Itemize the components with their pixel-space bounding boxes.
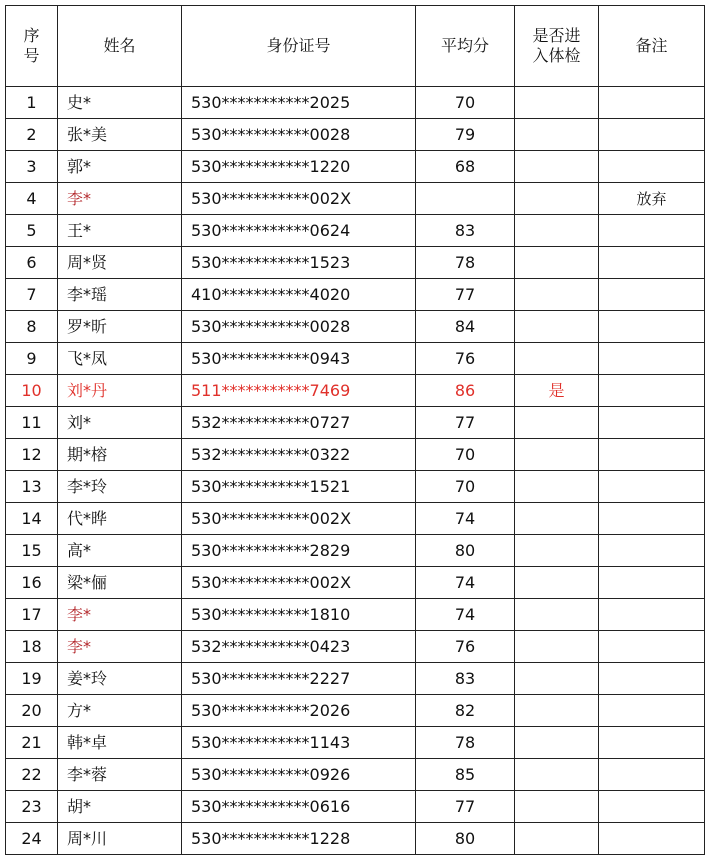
- seq-cell: 11: [6, 407, 58, 439]
- table-row: [6, 631, 705, 663]
- header-exam-line2: 入体检: [532, 46, 581, 65]
- table-row: [6, 439, 705, 471]
- id-number-cell: 530***********0616: [182, 791, 416, 823]
- physical-exam-cell: [515, 471, 599, 503]
- average-score-cell: 70: [416, 471, 515, 503]
- header-seq: [6, 6, 58, 87]
- id-number-cell: 530***********1523: [182, 247, 416, 279]
- name-cell: 李*蓉: [58, 759, 182, 791]
- physical-exam-cell: 是: [515, 375, 599, 407]
- id-number-cell: 530***********0943: [182, 343, 416, 375]
- seq-cell: 8: [6, 311, 58, 343]
- id-number-cell: 530***********2026: [182, 695, 416, 727]
- average-score-cell: 82: [416, 695, 515, 727]
- note-cell: [599, 87, 705, 119]
- header-avg: 平均分: [416, 6, 515, 87]
- name-cell: 胡*: [58, 791, 182, 823]
- seq-cell: 5: [6, 215, 58, 247]
- seq-cell: 22: [6, 759, 58, 791]
- results-table: [5, 5, 705, 855]
- id-number-cell: 530***********1228: [182, 823, 416, 855]
- name-cell: 史*: [58, 87, 182, 119]
- average-score-cell: 76: [416, 631, 515, 663]
- physical-exam-cell: [515, 503, 599, 535]
- physical-exam-cell: [515, 183, 599, 215]
- name-cell: 飞*凤: [58, 343, 182, 375]
- table-row: [6, 503, 705, 535]
- id-number-cell: 532***********0727: [182, 407, 416, 439]
- table-row: [6, 663, 705, 695]
- seq-cell: 24: [6, 823, 58, 855]
- id-number-cell: 530***********1220: [182, 151, 416, 183]
- table-row: [6, 407, 705, 439]
- physical-exam-cell: [515, 311, 599, 343]
- note-cell: [599, 311, 705, 343]
- id-number-cell: 530***********0028: [182, 119, 416, 151]
- seq-cell: 16: [6, 567, 58, 599]
- table-body: [6, 87, 705, 855]
- note-cell: [599, 279, 705, 311]
- table-row: [6, 247, 705, 279]
- physical-exam-cell: [515, 407, 599, 439]
- table-row: [6, 567, 705, 599]
- physical-exam-cell: [515, 823, 599, 855]
- average-score-cell: 74: [416, 503, 515, 535]
- average-score-cell: 76: [416, 343, 515, 375]
- average-score-cell: 78: [416, 727, 515, 759]
- id-number-cell: 530***********2025: [182, 87, 416, 119]
- physical-exam-cell: [515, 535, 599, 567]
- physical-exam-cell: [515, 215, 599, 247]
- table-row: [6, 343, 705, 375]
- table-row: [6, 87, 705, 119]
- table-row: [6, 823, 705, 855]
- note-cell: [599, 247, 705, 279]
- average-score-cell: 85: [416, 759, 515, 791]
- name-cell: 张*美: [58, 119, 182, 151]
- name-cell: 李*瑶: [58, 279, 182, 311]
- average-score-cell: 79: [416, 119, 515, 151]
- header-id: 身份证号: [182, 6, 416, 87]
- physical-exam-cell: [515, 791, 599, 823]
- physical-exam-cell: [515, 567, 599, 599]
- note-cell: [599, 503, 705, 535]
- note-cell: [599, 727, 705, 759]
- table-row: [6, 471, 705, 503]
- note-cell: [599, 599, 705, 631]
- seq-cell: 21: [6, 727, 58, 759]
- seq-cell: 4: [6, 183, 58, 215]
- seq-cell: 17: [6, 599, 58, 631]
- id-number-cell: 530***********2227: [182, 663, 416, 695]
- seq-cell: 15: [6, 535, 58, 567]
- id-number-cell: 530***********1143: [182, 727, 416, 759]
- table-row: [6, 375, 705, 407]
- average-score-cell: 77: [416, 407, 515, 439]
- physical-exam-cell: [515, 439, 599, 471]
- id-number-cell: 511***********7469: [182, 375, 416, 407]
- note-cell: [599, 823, 705, 855]
- id-number-cell: 530***********1521: [182, 471, 416, 503]
- name-cell: 罗*昕: [58, 311, 182, 343]
- name-cell: 姜*玲: [58, 663, 182, 695]
- note-cell: [599, 407, 705, 439]
- table-row: [6, 215, 705, 247]
- id-number-cell: 530***********0624: [182, 215, 416, 247]
- name-cell: 李*玲: [58, 471, 182, 503]
- physical-exam-cell: [515, 119, 599, 151]
- table-row: [6, 183, 705, 215]
- name-cell: 梁*俪: [58, 567, 182, 599]
- name-cell: 王*: [58, 215, 182, 247]
- name-cell: 代*晔: [58, 503, 182, 535]
- seq-cell: 23: [6, 791, 58, 823]
- table-row: [6, 695, 705, 727]
- id-number-cell: 530***********002X: [182, 503, 416, 535]
- table-row: [6, 311, 705, 343]
- table-row: [6, 279, 705, 311]
- id-number-cell: 530***********002X: [182, 183, 416, 215]
- physical-exam-cell: [515, 727, 599, 759]
- note-cell: [599, 695, 705, 727]
- physical-exam-cell: [515, 87, 599, 119]
- average-score-cell: 74: [416, 599, 515, 631]
- seq-cell: 2: [6, 119, 58, 151]
- table-row: [6, 759, 705, 791]
- average-score-cell: 83: [416, 215, 515, 247]
- note-cell: [599, 791, 705, 823]
- seq-cell: 13: [6, 471, 58, 503]
- table-row: [6, 119, 705, 151]
- name-cell: 李*: [58, 631, 182, 663]
- id-number-cell: 530***********0028: [182, 311, 416, 343]
- physical-exam-cell: [515, 631, 599, 663]
- physical-exam-cell: [515, 247, 599, 279]
- name-cell: 高*: [58, 535, 182, 567]
- seq-cell: 12: [6, 439, 58, 471]
- average-score-cell: 68: [416, 151, 515, 183]
- average-score-cell: 77: [416, 791, 515, 823]
- header-row: [6, 6, 705, 87]
- id-number-cell: 530***********2829: [182, 535, 416, 567]
- name-cell: 刘*: [58, 407, 182, 439]
- id-number-cell: 532***********0423: [182, 631, 416, 663]
- note-cell: [599, 631, 705, 663]
- average-score-cell: [416, 183, 515, 215]
- id-number-cell: 532***********0322: [182, 439, 416, 471]
- note-cell: [599, 151, 705, 183]
- table-row: [6, 727, 705, 759]
- id-number-cell: 530***********1810: [182, 599, 416, 631]
- name-cell: 期*榕: [58, 439, 182, 471]
- physical-exam-cell: [515, 151, 599, 183]
- note-cell: [599, 471, 705, 503]
- seq-cell: 14: [6, 503, 58, 535]
- name-cell: 方*: [58, 695, 182, 727]
- seq-cell: 3: [6, 151, 58, 183]
- average-score-cell: 77: [416, 279, 515, 311]
- note-cell: [599, 343, 705, 375]
- name-cell: 李*: [58, 599, 182, 631]
- physical-exam-cell: [515, 663, 599, 695]
- id-number-cell: 530***********002X: [182, 567, 416, 599]
- physical-exam-cell: [515, 759, 599, 791]
- seq-cell: 9: [6, 343, 58, 375]
- note-cell: [599, 567, 705, 599]
- seq-cell: 18: [6, 631, 58, 663]
- table-row: [6, 599, 705, 631]
- name-cell: 韩*卓: [58, 727, 182, 759]
- seq-cell: 19: [6, 663, 58, 695]
- note-cell: [599, 759, 705, 791]
- average-score-cell: 84: [416, 311, 515, 343]
- header-note: 备注: [599, 6, 705, 87]
- seq-cell: 20: [6, 695, 58, 727]
- seq-cell: 10: [6, 375, 58, 407]
- average-score-cell: 78: [416, 247, 515, 279]
- name-cell: 郭*: [58, 151, 182, 183]
- note-cell: 放弃: [599, 183, 705, 215]
- average-score-cell: 83: [416, 663, 515, 695]
- name-cell: 李*: [58, 183, 182, 215]
- average-score-cell: 70: [416, 87, 515, 119]
- note-cell: [599, 535, 705, 567]
- table-row: [6, 535, 705, 567]
- table-row: [6, 151, 705, 183]
- name-cell: 刘*丹: [58, 375, 182, 407]
- header-name: 姓名: [58, 6, 182, 87]
- header-seq-line2: 号: [23, 46, 40, 65]
- physical-exam-cell: [515, 279, 599, 311]
- seq-cell: 6: [6, 247, 58, 279]
- average-score-cell: 74: [416, 567, 515, 599]
- average-score-cell: 80: [416, 535, 515, 567]
- note-cell: [599, 663, 705, 695]
- table-row: [6, 791, 705, 823]
- header-exam-line1: 是否进: [532, 26, 581, 45]
- physical-exam-cell: [515, 695, 599, 727]
- seq-cell: 1: [6, 87, 58, 119]
- note-cell: [599, 439, 705, 471]
- physical-exam-cell: [515, 599, 599, 631]
- note-cell: [599, 375, 705, 407]
- note-cell: [599, 215, 705, 247]
- id-number-cell: 530***********0926: [182, 759, 416, 791]
- header-seq-line1: 序: [23, 26, 40, 45]
- seq-cell: 7: [6, 279, 58, 311]
- id-number-cell: 410***********4020: [182, 279, 416, 311]
- name-cell: 周*川: [58, 823, 182, 855]
- average-score-cell: 70: [416, 439, 515, 471]
- name-cell: 周*贤: [58, 247, 182, 279]
- average-score-cell: 80: [416, 823, 515, 855]
- average-score-cell: 86: [416, 375, 515, 407]
- note-cell: [599, 119, 705, 151]
- physical-exam-cell: [515, 343, 599, 375]
- header-exam: [515, 6, 599, 87]
